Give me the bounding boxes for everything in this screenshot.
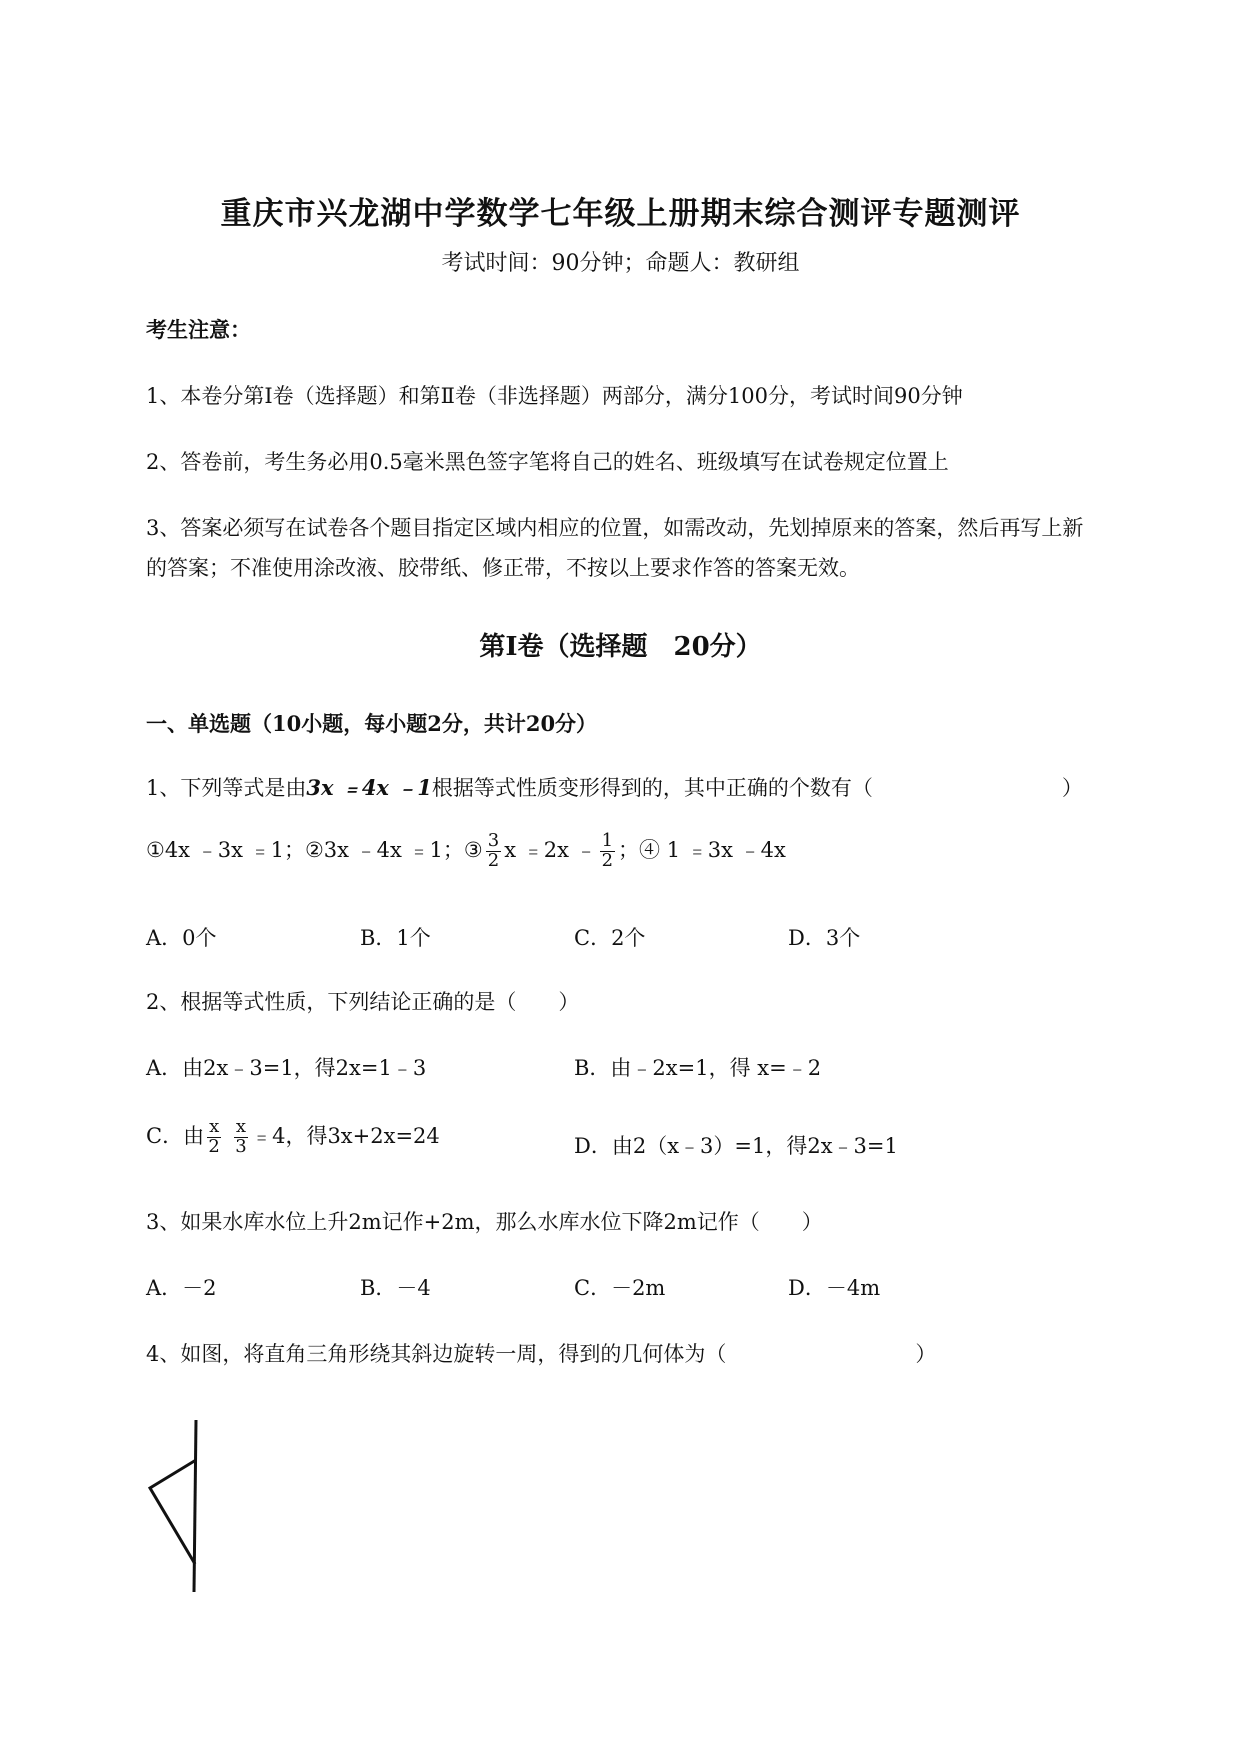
section-title: 第I卷（选择题 20分）	[479, 632, 762, 662]
q1-suffix: 根据等式性质变形得到的，其中正确的个数有（ ）	[431, 776, 1083, 800]
q2-option-a[interactable]: A．由2x﹣3=1，得2x=1﹣3	[146, 1056, 427, 1080]
q1-statement-4: ；④ 1 ﹦3x ﹣4x	[618, 837, 786, 862]
q2-fraction-x-2: $\frac{x}{2}$	[208, 1116, 220, 1157]
q1-prefix: 1、下列等式是由	[146, 776, 307, 800]
hypotenuse-line	[194, 1420, 196, 1592]
q1-equation: 3x ﹦4x ﹣1	[306, 775, 432, 800]
q3-option-a[interactable]: A．－2	[146, 1276, 217, 1300]
q1-option-c[interactable]: C．2个	[574, 926, 646, 950]
notice-item-1: 1、本卷分第I卷（选择题）和第Ⅱ卷（非选择题）两部分，满分100分，考试时间90分钟	[146, 384, 963, 408]
q3-option-c[interactable]: C．－2m	[574, 1276, 666, 1300]
triangle-legs	[150, 1460, 196, 1564]
notice-heading: 考生注意：	[146, 317, 251, 342]
q2-option-c-prefix: C．由	[146, 1123, 205, 1148]
question-1	[146, 772, 1083, 802]
question-4: 4、如图，将直角三角形绕其斜边旋转一周，得到的几何体为（ ）	[146, 1342, 937, 1366]
q1-fraction-3-2: $\frac{3}{2}$	[487, 830, 500, 871]
q1-option-a[interactable]: A．0个	[146, 926, 217, 950]
q3-option-d[interactable]: D．－4m	[788, 1276, 881, 1300]
notice-item-2: 2、答卷前，考生务必用0.5毫米黑色签字笔将自己的姓名、班级填写在试卷规定位置上	[146, 450, 949, 474]
part-heading: 一、单选题（10小题，每小题2分，共计20分）	[146, 711, 598, 736]
q1-statement-1: ①4x ﹣3x ﹦1；	[146, 837, 305, 862]
q3-option-b[interactable]: B．－4	[360, 1276, 431, 1300]
q1-statements	[146, 832, 786, 871]
q2-option-c[interactable]	[146, 1118, 440, 1157]
q2-option-b[interactable]: B．由﹣2x=1，得 x=﹣2	[574, 1056, 822, 1080]
q1-statement-2: ②3x ﹣4x ﹦1；③	[304, 837, 483, 862]
q1-option-b[interactable]: B．1个	[360, 926, 431, 950]
q2-option-c-suffix: ﹦4，得3x+2x=24	[251, 1123, 440, 1148]
q1-fraction-1-2: $\frac{1}{2}$	[601, 830, 614, 871]
q1-statement-3: x ﹦2x ﹣	[504, 837, 597, 862]
question-3: 3、如果水库水位上升2m记作+2m，那么水库水位下降2m记作（ ）	[146, 1210, 823, 1234]
page-title: 重庆市兴龙湖中学数学七年级上册期末综合测评专题测评	[220, 196, 1021, 232]
exam-info: 考试时间：90分钟；命题人：教研组	[441, 251, 800, 276]
q1-option-d[interactable]: D．3个	[788, 926, 861, 950]
notice-item-3: 3、答案必须写在试卷各个题目指定区域内相应的位置，如需改动，先划掉原来的答案，然后再写上新	[146, 516, 1084, 540]
question-2: 2、根据等式性质，下列结论正确的是（ ）	[146, 990, 580, 1014]
q2-fraction-x-3: $\frac{x}{3}$	[235, 1116, 247, 1157]
right-triangle-figure	[140, 1416, 220, 1596]
q2-option-d[interactable]: D．由2（x﹣3）=1，得2x﹣3=1	[574, 1134, 898, 1158]
notice-item-3-cont: 的答案；不准使用涂改液、胶带纸、修正带，不按以上要求作答的答案无效。	[146, 556, 860, 580]
